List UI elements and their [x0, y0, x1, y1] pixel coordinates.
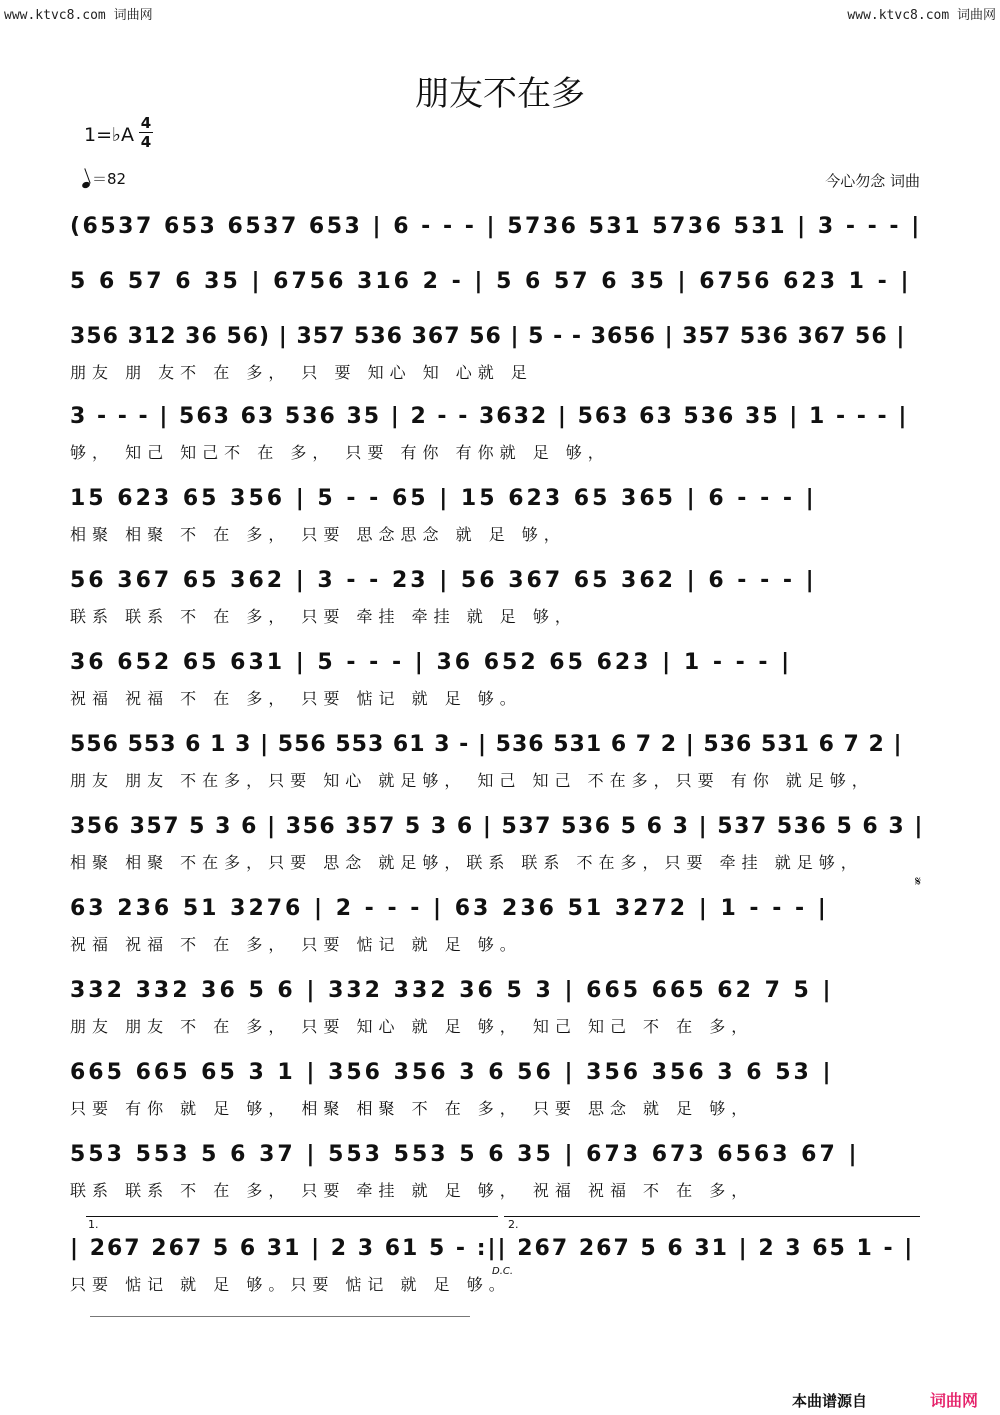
music-line [70, 482, 930, 544]
volta-2-label: 2. [508, 1218, 519, 1231]
notation-row: 665 665 65 3 1 | 356 356 3 6 56 | 356 356 3 6 53 | [70, 1060, 834, 1085]
lyrics-row: 联系 联系 不 在 多， 只要 牵挂 就 足 够， 祝福 祝福 不 在 多， [70, 1181, 754, 1200]
music-line [70, 646, 930, 708]
lyrics-row: 朋友 朋 友不 在 多， 只 要 知心 知 心就 足 [70, 363, 533, 382]
lyrics-row: 够， 知己 知己不 在 多， 只要 有你 有你就 足 够， [70, 443, 610, 462]
notation-row: 553 553 5 6 37 | 553 553 5 6 35 | 673 673 6563 67 | [70, 1142, 860, 1167]
segno-icon: 𝄋 [915, 874, 922, 890]
divider-line [90, 1316, 470, 1317]
notation-row: 3 - - - | 563 63 536 35 | 2 - - 3632 | 563 63 536 35 | 1 - - - | [70, 404, 909, 429]
notation-row: 5 6 57 6 35 | 6756 316 2 - | 5 6 57 6 35 | 6756 623 1 - | [70, 269, 912, 294]
tempo-value: ＝82 [92, 170, 127, 188]
notation-row: 356 312 36 56) | 357 536 367 56 | 5 - - 3656 | 357 536 367 56 | [70, 324, 906, 349]
watermark-right: www.ktvc8.com 词曲网 [847, 8, 996, 23]
da-capo-mark: D.C. [492, 1266, 514, 1277]
volta-bracket-2 [504, 1216, 920, 1218]
watermark-left: www.ktvc8.com 词曲网 [4, 8, 153, 23]
notation-row: 63 236 51 3276 | 2 - - - | 63 236 51 3272 | 1 - - - | [70, 896, 829, 921]
lyrics-row: 相聚 相聚 不 在 多， 只要 思念思念 就 足 够， [70, 525, 566, 544]
notation-row: 36 652 65 631 | 5 - - - | 36 652 65 623 | 1 - - - | [70, 650, 793, 675]
music-line [70, 810, 930, 872]
lyrics-row: 祝福 祝福 不 在 多， 只要 惦记 就 足 够。 [70, 935, 522, 954]
notation-row: 15 623 65 356 | 5 - - 65 | 15 623 65 365 | 6 - - - | [70, 486, 817, 511]
music-line [70, 265, 930, 305]
music-line [70, 728, 930, 790]
lyrics-row: 联系 联系 不 在 多， 只要 牵挂 牵挂 就 足 够， [70, 607, 577, 626]
notation-row: 356 357 5 3 6 | 356 357 5 3 6 | 537 536 5 6 3 | 537 536 5 6 3 | [70, 814, 924, 839]
time-signature [138, 114, 154, 151]
tempo-marking [82, 168, 126, 189]
lyrics-row: 只要 惦记 就 足 够。只要 惦记 就 足 够。 [70, 1275, 511, 1294]
lyrics-row: 只要 有你 就 足 够， 相聚 相聚 不 在 多， 只要 思念 就 足 够， [70, 1099, 754, 1118]
key-signature: 1=♭A [84, 124, 134, 146]
music-line [70, 974, 930, 1036]
notation-row: 56 367 65 362 | 3 - - 23 | 56 367 65 362 | 6 - - - | [70, 568, 817, 593]
song-title: 朋友不在多 [415, 74, 585, 114]
notation-row: 556 553 6 1 3 | 556 553 61 3 - | 536 531 6 7 2 | 536 531 6 7 2 | [70, 732, 903, 757]
lyrics-row: 朋友 朋友 不在多，只要 知心 就足够， 知己 知己 不在多，只要 有你 就足够， [70, 771, 874, 790]
time-signature-bottom: 4 [140, 133, 152, 151]
lyrics-row: 祝福 祝福 不 在 多， 只要 惦记 就 足 够。 [70, 689, 522, 708]
music-line [70, 1056, 930, 1118]
music-line [70, 210, 930, 250]
lyrics-row: 朋友 朋友 不 在 多， 只要 知心 就 足 够， 知己 知己 不 在 多， [70, 1017, 754, 1036]
music-line [70, 400, 930, 462]
music-line [70, 1138, 930, 1200]
music-line [70, 564, 930, 626]
music-line [70, 892, 930, 954]
volta-1-label: 1. [88, 1218, 99, 1231]
author-credit: 今心勿念 词曲 [825, 172, 920, 190]
music-line [70, 320, 930, 382]
notation-row: 332 332 36 5 6 | 332 332 36 5 3 | 665 665 62 7 5 | [70, 978, 834, 1003]
quarter-note-icon [81, 181, 91, 189]
footer-brand[interactable]: 词曲网 [930, 1391, 979, 1410]
volta-bracket-1 [86, 1216, 498, 1218]
footer-source: 本曲谱源自 [792, 1392, 868, 1410]
notation-row: | 267 267 5 6 31 | 2 3 61 5 - :|| 267 267 5 6 31 | 2 3 65 1 - | [70, 1236, 915, 1261]
lyrics-row: 相聚 相聚 不在多，只要 思念 就足够，联系 联系 不在多，只要 牵挂 就足够， [70, 853, 863, 872]
notation-row: (6537 653 6537 653 | 6 - - - | 5736 531 5736 531 | 3 - - - | [70, 214, 922, 239]
time-signature-top: 4 [140, 114, 152, 132]
